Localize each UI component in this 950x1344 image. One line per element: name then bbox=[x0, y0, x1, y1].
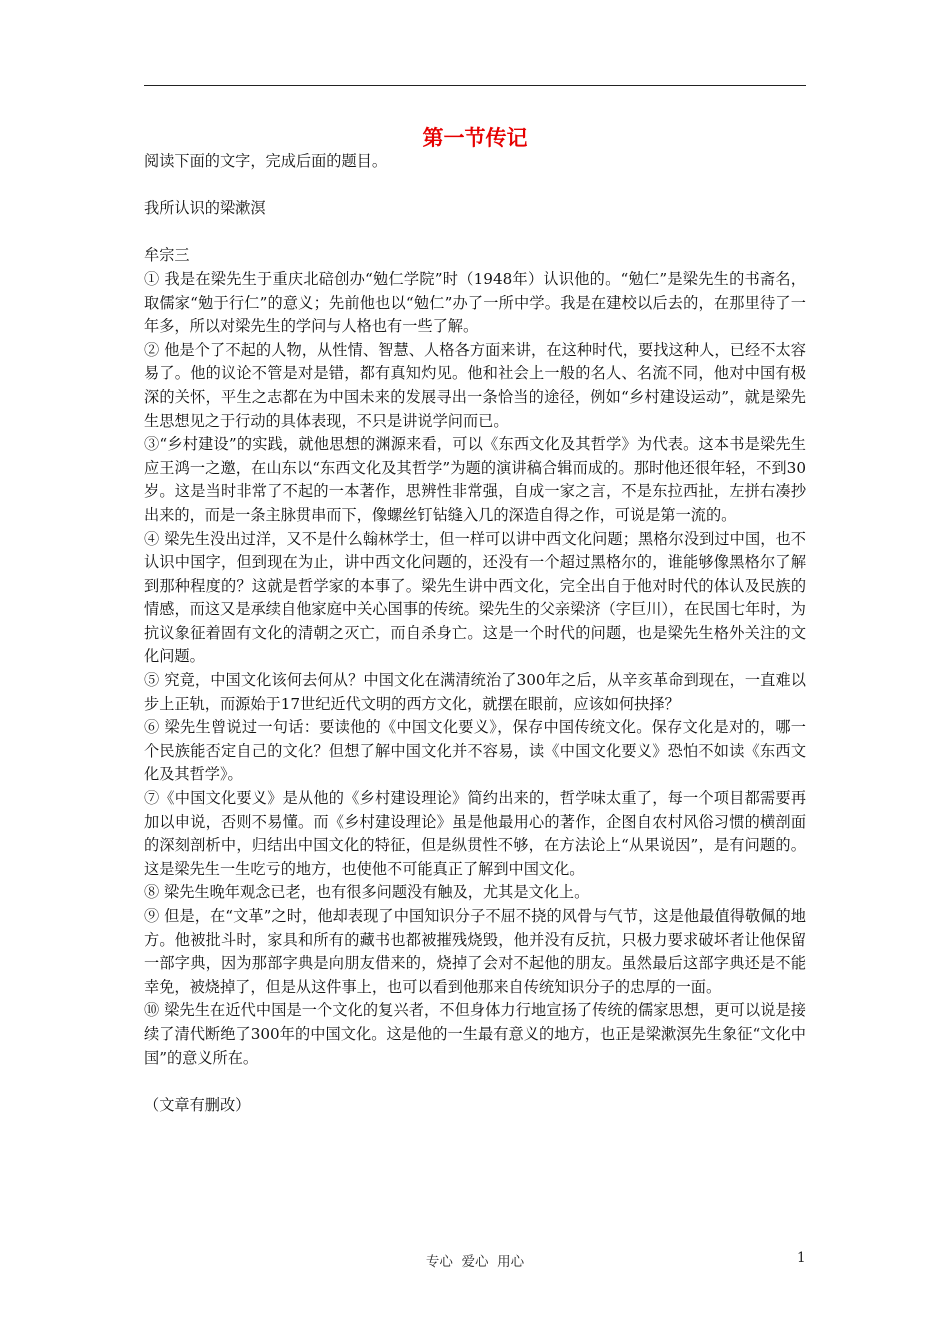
paragraph-4: ④ 梁先生没出过洋，又不是什么翰林学士，但一样可以讲中西文化问题；黑格尔没到过中国，也不认识中国字，但到现在为止，讲中西文化问题的，还没有一个超过黑格尔的，谁能够像黑格尔了解到那种程度的？这就是哲学家的本事了。梁先生讲中西文化，完全出自于他对时代的体认及民族的情感，而这又是承续自他家庭中关心国事的传统。梁先生的父亲梁济（字巨川），在民国七年时，为抗议象征着固有文化的清朝之灭亡，而自杀身亡。这是一个时代的问题，也是梁先生格外关注的文化问题。 bbox=[144, 529, 806, 666]
header-rule bbox=[144, 85, 806, 86]
article-author: 牟宗三 bbox=[144, 246, 190, 265]
page-number: 1 bbox=[797, 1250, 806, 1266]
paragraph-8: ⑧ 梁先生晚年观念已老，也有很多问题没有触及，尤其是文化上。 bbox=[144, 883, 590, 902]
spacer bbox=[144, 174, 806, 198]
paragraph-3: ③“乡村建设”的实践，就他思想的渊源来看，可以《东西文化及其哲学》为代表。这本书是梁先生应王鸿一之邀，在山东以“东西文化及其哲学”为题的演讲稿合辑而成的。那时他还很年轻，不到30岁。这是当时非常了不起的一本著作，思辨性非常强，自成一家之言，不是东拉西扯，左拼右凑抄出来的，而是一条主脉贯串而下，像螺丝钉钻缝入几的深造自得之作，可说是第一流的。 bbox=[144, 435, 806, 524]
paragraph-5: ⑤ 究竟，中国文化该何去何从？中国文化在满清统治了300年之后，从辛亥革命到现在，一直难以步上正轨，而源始于17世纪近代文明的西方文化，就摆在眼前，应该如何抉择？ bbox=[144, 671, 806, 713]
article-title: 我所认识的梁漱溟 bbox=[144, 199, 266, 218]
paragraph-7: ⑦《中国文化要义》是从他的《乡村建设理论》简约出来的，哲学味太重了，每一个项目都需要再加以申说，否则不易懂。而《乡村建设理论》虽是他最用心的著作，企图自农村风俗习惯的横剖面的深刻剖析中，归结出中国文化的特征，但是纵贯性不够，在方法论上“从果说因”，是有问题的。这是梁先生一生吃亏的地方，也使他不可能真正了解到中国文化。 bbox=[144, 789, 806, 878]
spacer bbox=[144, 221, 806, 245]
paragraph-6: ⑥ 梁先生曾说过一句话：要读他的《中国文化要义》，保存中国传统文化。保存文化是对的，哪一个民族能否定自己的文化？但想了解中国文化并不容易，读《中国文化要义》恐怕不如读《东西文化及其哲学》。 bbox=[144, 718, 806, 784]
instruction-text: 阅读下面的文字，完成后面的题目。 bbox=[144, 152, 387, 170]
document-body bbox=[144, 150, 806, 1117]
edit-note: （文章有删改） bbox=[144, 1095, 251, 1114]
paragraph-2: ② 他是个了不起的人物，从性情、智慧、人格各方面来讲，在这种时代，要找这种人，已经不太容易了。他的议论不管是对是错，都有真知灼见。他和社会上一般的名人、名流不同，他对中国有极深的关怀，平生之志都在为中国未来的发展寻出一条恰当的途径，例如“乡村建设运动”，就是梁先生思想见之于行动的具体表现，不只是讲说学问而已。 bbox=[144, 340, 806, 430]
spacer bbox=[144, 1070, 806, 1094]
paragraph-1: ① 我是在梁先生于重庆北碚创办“勉仁学院”时（1948年）认识他的。“勉仁”是梁先生的书斋名，取儒家“勉于行仁”的意义；先前他也以“勉仁”办了一所中学。我是在建校以后去的，在那里待了一年多，所以对梁先生的学问与人格也有一些了解。 bbox=[144, 269, 806, 336]
paragraph-9: ⑨ 但是，在“文革”之时，他却表现了中国知识分子不屈不挠的风骨与气节，这是他最值得敬佩的地方。他被批斗时，家具和所有的藏书也都被摧残烧毁，他并没有反抗，只极力要求破坏者让他保留一部字典，因为那部字典是向朋友借来的，烧掉了会对不起他的朋友。虽然最后这部字典还是不能幸免，被烧掉了，但是从这件事上，也可以看到他那来自传统知识分子的忠厚的一面。 bbox=[144, 907, 806, 996]
paragraph-10: ⑩ 梁先生在近代中国是一个文化的复兴者，不但身体力行地宣扬了传统的儒家思想，更可以说是接续了清代断绝了300年的中国文化。这是他的一生最有意义的地方，也正是梁漱溟先生象征“文化中国”的意义所在。 bbox=[144, 1001, 806, 1067]
page-title: 第一节传记 bbox=[422, 125, 528, 150]
page-footer: 专心 爱心 用心 bbox=[425, 1254, 525, 1270]
